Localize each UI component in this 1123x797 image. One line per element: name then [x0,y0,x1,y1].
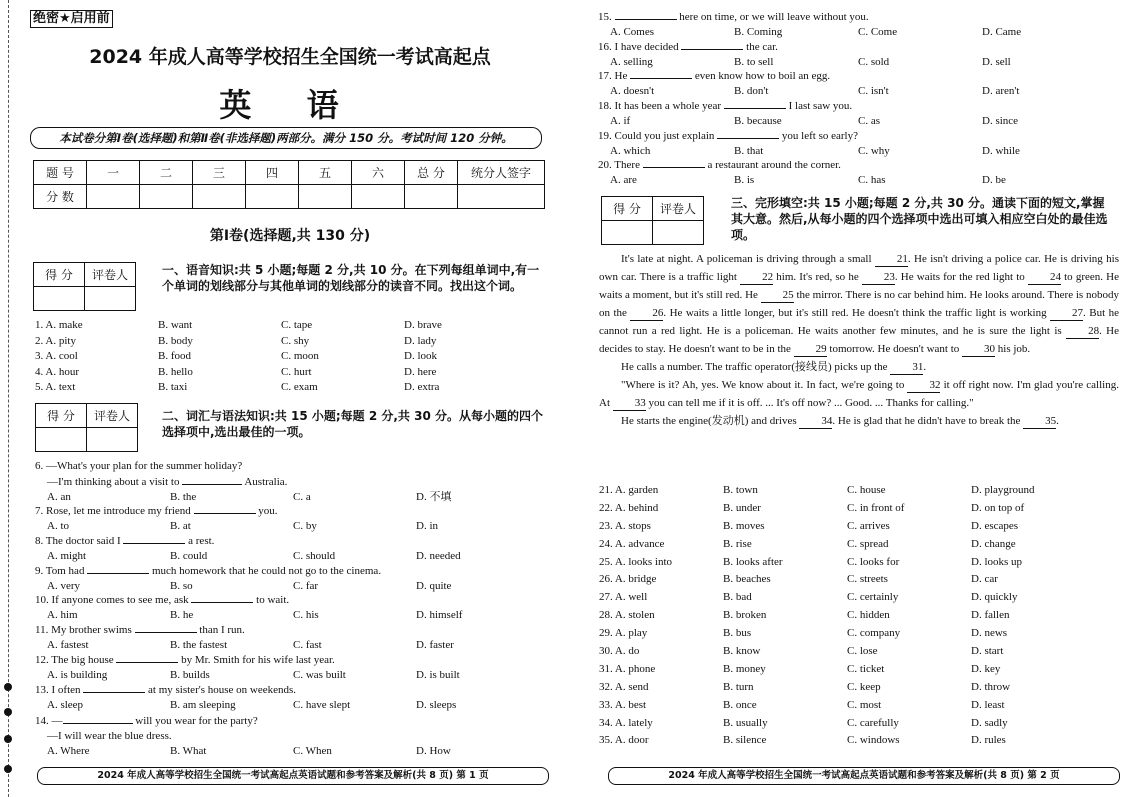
answer-option[interactable]: 23. A. stops [599,519,651,532]
answer-option[interactable]: 5. A. text [35,381,76,394]
cloze-blank[interactable]: 21 [875,253,908,267]
answer-option[interactable]: C. spread [847,537,889,550]
cloze-blank[interactable]: 22 [740,271,773,285]
cloze-question-row [599,625,1035,643]
grader-score-cell[interactable] [36,428,87,452]
answer-option[interactable]: C. hidden [847,609,890,622]
section-1-heading: 一、语音知识:共 5 小题;每题 2 分,共 10 分。在下列每组单词中,有一个单词的划线部分与其他单词的划线部分的读音不同。找出这个词。 [162,263,540,293]
answer-option[interactable]: A. might [47,549,87,562]
answer-option[interactable]: C. keep [847,680,881,693]
question-stem: 19. Could you just explain you left so early? [598,130,858,142]
score-table-cell: 六 [352,161,405,185]
cloze-blank[interactable]: 35 [1023,415,1056,429]
answer-option[interactable]: B. turn [723,680,754,693]
cloze-question-row [599,554,1035,572]
grammar-question [598,39,1011,70]
answer-option[interactable]: B. could [170,549,208,562]
score-input-cell[interactable] [352,185,405,209]
score-table [33,160,545,209]
grader-sign-cell[interactable] [85,287,136,311]
grader-box-label: 评卷人 [87,404,138,428]
answer-option[interactable]: D. quickly [971,591,1018,604]
answer-option[interactable]: D. escapes [971,519,1019,532]
grammar-question [35,622,454,653]
grammar-question [35,459,451,505]
passage-paragraph: He calls a number. The traffic operator(接线员) picks up the 31. [621,361,927,373]
cloze-blank[interactable]: 26 [630,307,663,321]
answer-option[interactable]: B. broken [723,609,767,622]
answer-option[interactable]: C. shy [281,334,310,347]
question-stem: 16. I have decided the car. [598,41,778,53]
answer-option[interactable]: B. bad [723,591,752,604]
cloze-options [599,482,1035,750]
grammar-question [35,713,451,759]
grader-box [33,262,136,311]
answer-option[interactable]: D. look [404,350,437,363]
answer-option[interactable]: A. him [47,608,78,621]
answer-option[interactable]: C. When [293,744,332,757]
answer-option[interactable]: D. playground [971,484,1035,496]
phonetics-question-row [35,318,442,334]
answer-option[interactable]: A. an [47,490,71,503]
grammar-question [35,652,460,683]
answer-option[interactable]: D. sell [982,55,1011,68]
cloze-blank[interactable]: 27 [1050,307,1083,321]
grammar-question [598,157,1006,188]
answer-option[interactable]: D. sleeps [416,698,457,711]
answer-option[interactable]: D. faster [416,638,454,651]
answer-blank[interactable] [717,128,779,139]
grammar-question [598,128,1020,159]
answer-option[interactable]: C. by [293,519,317,532]
answer-option[interactable]: B. so [170,579,193,592]
binding-hole-icon [4,683,12,691]
question-stem: 7. Rose, let me introduce my friend you. [35,505,278,517]
answer-option[interactable]: B. hello [158,365,193,378]
exam-page-2 [563,0,1123,797]
answer-option[interactable]: C. sold [858,55,890,68]
answer-option[interactable]: C. isn't [858,84,889,97]
answer-blank[interactable] [63,713,133,724]
phonetics-question-row [35,334,442,350]
question-stem: 9. Tom had much homework that he could not go to the cinema. [35,565,382,577]
answer-option[interactable]: C. fast [293,638,322,651]
section-1-options [35,318,442,396]
answer-blank[interactable] [87,563,149,574]
answer-option[interactable]: C. certainly [847,591,899,604]
answer-option[interactable]: C. company [847,627,901,640]
question-stem: 12. The big house by Mr. Smith for his wife last year. [35,654,335,666]
grader-box [601,196,704,245]
answer-option[interactable]: D. How [416,744,451,757]
answer-option[interactable]: D. throw [971,680,1011,693]
score-table-cell: 一 [87,161,140,185]
answer-option[interactable]: B. because [734,114,782,127]
answer-option[interactable]: A. are [610,173,637,186]
answer-option[interactable]: D. least [971,698,1005,711]
answer-option[interactable]: A. is building [47,668,108,681]
answer-option[interactable]: D. aren't [982,84,1020,97]
answer-option[interactable]: D. be [982,173,1006,186]
answer-option[interactable]: 21. A. garden [599,484,659,496]
answer-option[interactable]: D. start [971,645,1004,658]
answer-option[interactable]: C. most [847,698,882,711]
cloze-blank[interactable]: 25 [761,289,794,303]
answer-option[interactable]: B. beaches [723,573,771,586]
answer-option[interactable]: D. key [971,662,1001,675]
answer-option[interactable]: C. lose [847,645,878,658]
answer-option[interactable]: D. is built [416,668,460,681]
page-footer: 2024 年成人高等学校招生全国统一考试高起点英语试题和参考答案及解析(共 8 页) 第 2 页 [608,767,1120,785]
cloze-question-row [599,536,1035,554]
grader-box-label: 评卷人 [653,197,704,221]
answer-option[interactable]: C. moon [281,350,319,363]
grader-box [35,403,138,452]
grammar-question [35,592,462,623]
answer-option[interactable]: A. Comes [610,25,654,38]
question-stem: 20. There a restaurant around the corner. [598,159,841,171]
score-table-header-row [34,161,545,185]
answer-option[interactable]: B. bus [723,627,752,640]
answer-option[interactable]: B. am sleeping [170,698,236,711]
answer-option[interactable]: C. as [858,114,880,127]
answer-option[interactable]: A. doesn't [610,84,655,97]
answer-option[interactable]: D. on top of [971,501,1025,514]
grammar-question [35,503,438,534]
answer-option[interactable]: C. streets [847,573,888,586]
answer-option[interactable]: D. 不填 [416,490,452,503]
cloze-blank[interactable]: 32 [907,379,940,393]
question-stem: 18. It has been a whole year I last saw you. [598,100,853,112]
question-stem: 8. The doctor said I a rest. [35,535,215,547]
grammar-question [35,533,461,564]
answer-option[interactable]: D. news [971,627,1008,640]
cloze-question-row [599,571,1035,589]
answer-option[interactable]: B. Coming [734,25,783,38]
question-stem: 17. He even know how to boil an egg. [598,70,831,82]
answer-option[interactable]: 1. A. make [35,319,83,331]
score-table-cell: 分 数 [34,185,87,209]
score-input-cell[interactable] [87,185,140,209]
grammar-question [598,98,1018,129]
score-table-cell: 五 [299,161,352,185]
score-table-score-row [34,185,545,209]
answer-option[interactable]: C. hurt [281,365,312,378]
answer-option[interactable]: C. should [293,549,336,562]
answer-option[interactable]: C. Come [858,25,898,38]
question-stem: 10. If anyone comes to see me, ask to wait. [35,594,290,606]
answer-option[interactable]: D. Came [982,25,1022,38]
cloze-question-row [599,518,1035,536]
score-input-cell[interactable] [246,185,299,209]
score-input-cell[interactable] [458,185,545,209]
answer-option[interactable]: C. why [858,144,890,157]
score-input-cell[interactable] [299,185,352,209]
grammar-question [598,68,1019,99]
answer-option[interactable]: B. money [723,662,766,675]
answer-option[interactable]: B. usually [723,716,768,729]
answer-option[interactable]: C. have slept [293,698,351,711]
answer-option[interactable]: D. car [971,573,998,586]
answer-option[interactable]: C. house [847,484,886,496]
passage-paragraph: He starts the engine(发动机) and drives 34. He is glad that he didn't have to break the 35. [621,415,1059,427]
answer-option[interactable]: A. very [47,579,80,592]
grader-box-label: 得 分 [602,197,653,221]
part-title: 第Ⅰ卷(选择题,共 130 分) [209,228,371,244]
score-input-cell[interactable] [405,185,458,209]
cloze-question-row [599,643,1035,661]
question-stem: —I will wear the blue dress. [47,729,172,742]
answer-option[interactable]: C. looks for [847,555,900,568]
answer-option[interactable]: B. looks after [723,555,783,568]
cloze-blank[interactable]: 24 [1028,271,1061,285]
answer-option[interactable]: B. don't [734,84,769,97]
answer-blank[interactable] [724,98,786,109]
answer-blank[interactable] [182,474,242,485]
answer-option[interactable]: D. sadly [971,716,1008,729]
answer-option[interactable]: B. once [723,698,757,711]
answer-option[interactable]: B. food [158,350,191,363]
option-row [598,173,1006,189]
score-table-cell: 三 [193,161,246,185]
answer-option[interactable]: C. far [293,579,319,592]
grader-sign-cell[interactable] [653,221,704,245]
cloze-blank[interactable]: 34 [799,415,832,429]
grader-box-label: 得 分 [34,263,85,287]
answer-option[interactable]: B. What [170,744,207,757]
answer-option[interactable]: 2. A. pity [35,334,76,347]
answer-option[interactable]: D. looks up [971,555,1023,568]
cloze-blank[interactable]: 33 [613,397,646,411]
answer-option[interactable]: B. is [734,173,755,186]
answer-option[interactable]: A. which [610,144,651,157]
grammar-question [35,563,451,594]
phonetics-question-row [35,365,442,381]
answer-option[interactable]: C. has [858,173,886,186]
option-row [35,744,451,760]
answer-option[interactable]: 3. A. cool [35,350,78,363]
exam-notice: 本试卷分第Ⅰ卷(选择题)和第Ⅱ卷(非选择题)两部分。满分 150 分。考试时间 120 分钟。 [30,127,542,149]
exam-title: 2024 年成人高等学校招生全国统一考试高起点 [89,46,491,68]
question-stem: 6. —What's your plan for the summer holiday? [35,460,243,472]
answer-option[interactable]: 29. A. play [599,627,648,640]
answer-option[interactable]: B. at [170,519,191,532]
question-stem: 15. here on time, or we will leave without you. [598,11,869,23]
answer-option[interactable]: B. moves [723,519,765,532]
answer-option[interactable]: D. in [416,519,438,532]
answer-option[interactable]: C. ticket [847,662,885,675]
question-stem: 14. — will you wear for the party? [35,715,258,727]
binding-hole-icon [4,735,12,743]
answer-option[interactable]: C. in front of [847,501,905,514]
answer-blank[interactable] [643,157,705,168]
answer-option[interactable]: 32. A. send [599,680,649,693]
grammar-question [35,682,456,713]
answer-option[interactable]: C. carefully [847,716,899,729]
answer-option[interactable]: D. fallen [971,609,1010,622]
score-table-cell: 总 分 [405,161,458,185]
answer-option[interactable]: D. since [982,114,1019,127]
exam-page-1 [0,0,560,797]
answer-option[interactable]: D. rules [971,734,1006,747]
answer-option[interactable]: D. quite [416,579,452,592]
answer-option[interactable]: D. lady [404,334,437,347]
cloze-blank[interactable]: 30 [962,343,995,357]
passage-paragraph: "Where is it? Ah, yes. We know about it. In fact, we're going to 32 it off right now. I'm glad you're calling. At 33 you can tell me if it is off. ... It's off now? ... Good. ... Thanks for calling." [599,379,1119,409]
answer-option[interactable]: A. sleep [47,698,84,711]
answer-option[interactable]: D. brave [404,319,442,331]
answer-blank[interactable] [83,682,145,693]
answer-option[interactable]: A. if [610,114,631,127]
confidential-badge: 绝密★启用前 [30,10,113,28]
answer-option[interactable]: C. was built [293,668,346,681]
answer-option[interactable]: B. to sell [734,55,774,68]
question-stem: —I'm thinking about a visit to Australia. [47,475,288,488]
answer-option[interactable]: 34. A. lately [599,716,653,729]
cloze-passage [599,250,1119,430]
answer-option[interactable]: 22. A. behind [599,501,659,514]
answer-option[interactable]: B. know [723,645,761,658]
section-2-heading: 二、词汇与语法知识:共 15 小题;每题 2 分,共 30 分。从每小题的四个选择项中,选出最佳的一项。 [162,409,543,439]
score-input-cell[interactable] [193,185,246,209]
answer-option[interactable]: D. here [404,365,437,378]
answer-option[interactable]: 26. A. bridge [599,573,657,586]
question-stem: 11. My brother swims than I run. [35,624,245,636]
phonetics-question-row [35,380,442,396]
cloze-question-row [599,661,1035,679]
score-table-cell: 题 号 [34,161,87,185]
score-table-cell: 统分人签字 [458,161,545,185]
question-stem: 13. I often at my sister's house on weekends. [35,684,297,696]
answer-option[interactable]: 33. A. best [599,698,647,711]
answer-option[interactable]: B. builds [170,668,210,681]
answer-blank[interactable] [123,533,185,544]
cloze-question-row [599,482,1035,500]
answer-option[interactable]: B. body [158,334,193,347]
answer-option[interactable]: B. he [170,608,194,621]
grader-sign-cell[interactable] [87,428,138,452]
answer-option[interactable]: 30. A. do [599,645,640,658]
answer-option[interactable]: D. himself [416,608,463,621]
answer-option[interactable]: A. fastest [47,638,89,651]
answer-option[interactable]: A. Where [47,744,90,757]
cloze-question-row [599,679,1035,697]
answer-blank[interactable] [615,9,677,20]
score-table-cell: 二 [140,161,193,185]
answer-option[interactable]: C. tape [281,319,313,331]
score-table-cell: 四 [246,161,299,185]
answer-option[interactable]: C. arrives [847,519,890,532]
cloze-question-row [599,607,1035,625]
binding-hole-icon [4,708,12,716]
answer-option[interactable]: B. that [734,144,764,157]
section-3-heading: 三、完形填空:共 15 小题;每题 2 分,共 30 分。通读下面的短文,掌握其大意。然后,从每小题的四个选择项中选出可填入相应空白处的最佳选项。 [731,196,1108,242]
cloze-question-row [599,715,1035,733]
grader-box-label: 得 分 [36,404,87,428]
answer-option[interactable]: 4. A. hour [35,365,79,378]
answer-blank[interactable] [116,652,178,663]
answer-option[interactable]: B. the [170,490,197,503]
answer-option[interactable]: 28. A. stolen [599,609,655,622]
grader-score-cell[interactable] [602,221,653,245]
subject-title: 英 语 [219,86,361,124]
option-row [35,698,456,714]
answer-option[interactable]: A. to [47,519,69,532]
answer-option[interactable]: D. while [982,144,1020,157]
answer-option[interactable]: B. town [723,484,758,496]
answer-option[interactable]: B. the fastest [170,638,228,651]
answer-option[interactable]: D. change [971,537,1016,550]
cloze-question-row [599,500,1035,518]
cloze-question-row [599,732,1035,750]
answer-option[interactable]: D. needed [416,549,461,562]
answer-blank[interactable] [630,68,692,79]
page-footer: 2024 年成人高等学校招生全国统一考试高起点英语试题和参考答案及解析(共 8 页) 第 1 页 [37,767,549,785]
binding-hole-icon [4,765,12,773]
answer-option[interactable]: C. windows [847,734,900,747]
answer-blank[interactable] [681,39,743,50]
cloze-question-row [599,697,1035,715]
binding-margin-line [8,0,9,797]
answer-option[interactable]: B. taxi [158,381,188,394]
cloze-question-row [599,589,1035,607]
answer-option[interactable]: A. selling [610,55,653,68]
cloze-blank[interactable]: 28 [1066,325,1099,339]
answer-option[interactable]: B. rise [723,537,752,550]
answer-option[interactable]: 27. A. well [599,591,648,604]
answer-blank[interactable] [191,592,253,603]
answer-option[interactable]: B. want [158,319,193,331]
answer-option[interactable]: D. extra [404,381,440,394]
answer-option[interactable]: B. silence [723,734,767,747]
answer-option[interactable]: C. a [293,490,311,503]
answer-option[interactable]: 24. A. advance [599,537,665,550]
phonetics-question-row [35,349,442,365]
answer-option[interactable]: C. exam [281,381,318,394]
cloze-blank[interactable]: 29 [794,343,827,357]
answer-blank[interactable] [194,503,256,514]
cloze-blank[interactable]: 23 [862,271,895,285]
answer-option[interactable]: C. his [293,608,319,621]
answer-option[interactable]: 31. A. phone [599,662,656,675]
answer-blank[interactable] [135,622,197,633]
answer-option[interactable]: B. under [723,501,761,514]
passage-paragraph: It's late at night. A policeman is driving through a small 21. He isn't driving a police car. He is driving his own car. There is a traffic light 22 him. It's red, so he 23. He waits for the red light to 24 to green. He waits a moment, but it's still red. He 25 the mirror. There is no car behind him. He looks around. There is nobody on the 26. He waits a little longer, but it's still red. He doesn't think the traffic light is working 27. But he cannot run a red light. He is a policeman. He waits another few minutes, and he is sure the light is 28. He decides to stay. He doesn't want to be in the 29 tomorrow. He doesn't want to 30 his job. [599,253,1120,355]
answer-option[interactable]: 35. A. door [599,734,649,747]
answer-option[interactable]: 25. A. looks into [599,555,673,568]
cloze-blank[interactable]: 31 [890,361,923,375]
grader-box-label: 评卷人 [85,263,136,287]
grader-score-cell[interactable] [34,287,85,311]
grammar-question [598,9,1021,40]
score-input-cell[interactable] [140,185,193,209]
